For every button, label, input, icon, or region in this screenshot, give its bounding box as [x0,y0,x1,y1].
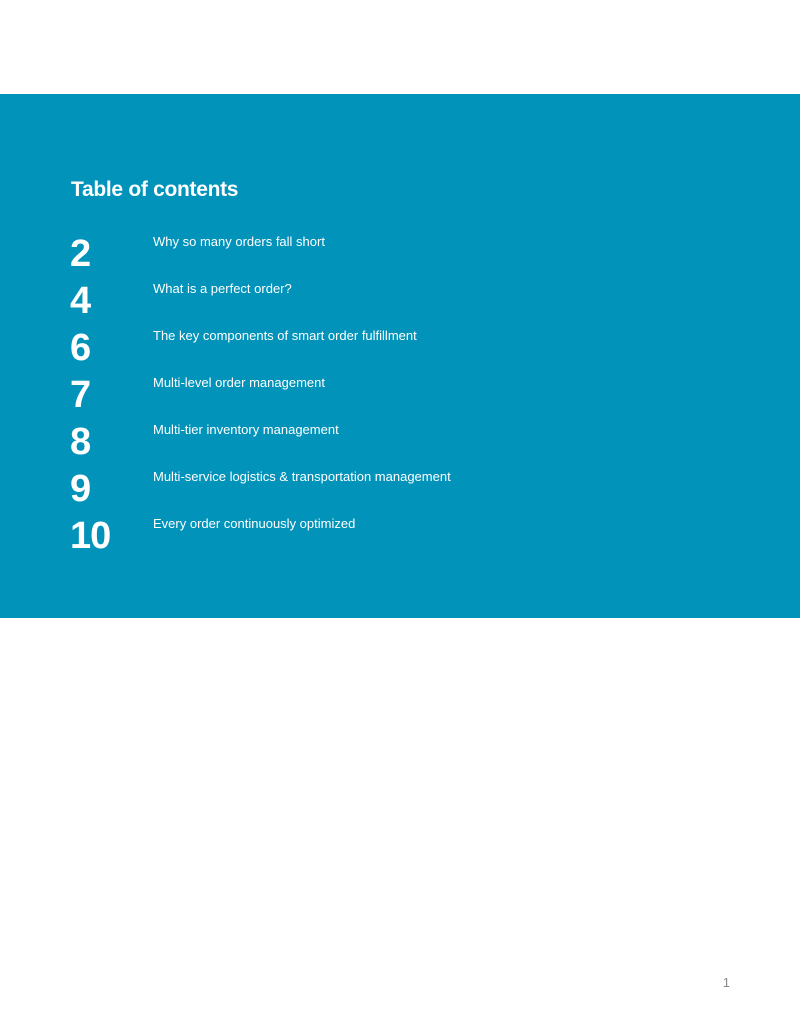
toc-page-number: 8 [70,421,91,463]
toc-entry-label: Multi-level order management [153,375,325,390]
toc-entry-label: Every order continuously optimized [153,516,356,531]
toc-list [0,94,800,618]
toc-title: Table of contents [71,178,239,201]
toc-page-number: 7 [70,374,91,416]
toc-page-number: 2 [70,233,91,275]
toc-page-number: 9 [70,468,91,510]
toc-entry-label: What is a perfect order? [153,281,292,296]
toc-entry-4[interactable] [0,282,800,329]
toc-entry-7[interactable] [0,376,800,423]
toc-entry-label: Multi-tier inventory management [153,422,339,437]
toc-entry-label: The key components of smart order fulfillment [153,328,417,343]
toc-entry-9[interactable] [0,470,800,517]
toc-page-number: 6 [70,327,91,369]
toc-entry-label: Why so many orders fall short [153,234,325,249]
table-of-contents-band [0,94,800,618]
toc-entry-label: Multi-service logistics & transportation management [153,469,451,484]
toc-entry-6[interactable] [0,329,800,376]
toc-page-number: 4 [70,280,91,322]
toc-page-number: 10 [70,515,111,557]
toc-entry-10[interactable] [0,517,800,564]
page-number: 1 [722,975,730,990]
toc-entry-2[interactable] [0,235,800,282]
toc-entry-8[interactable] [0,423,800,470]
